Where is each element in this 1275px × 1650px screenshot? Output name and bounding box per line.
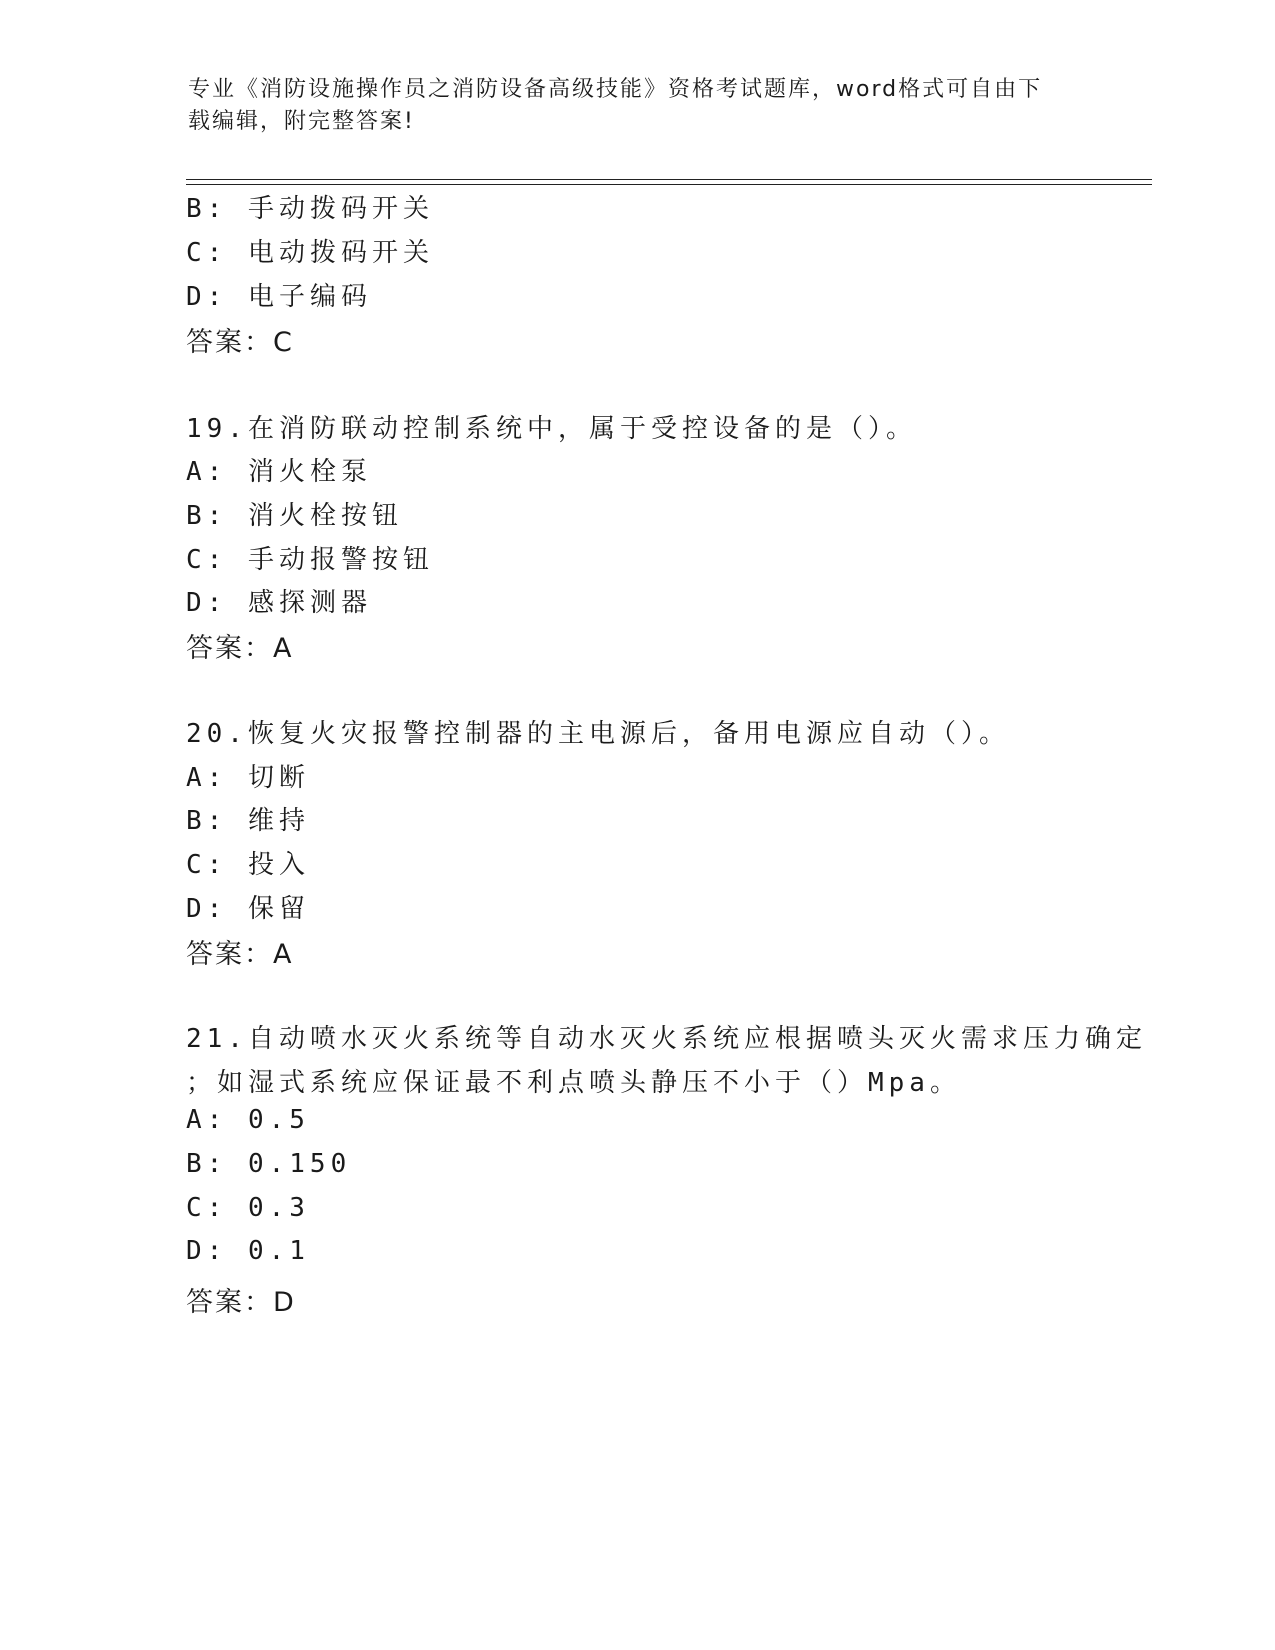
- q20-option-b: B: 维持: [186, 806, 310, 836]
- q20-question: 20.恢复火灾报警控制器的主电源后，备用电源应自动（）。: [186, 719, 1010, 749]
- header-divider-bottom: [186, 184, 1152, 185]
- q19-answer: 答案：A: [186, 633, 294, 664]
- q18-answer: 答案：C: [186, 327, 294, 358]
- header-line-2: 载编辑，附完整答案!: [188, 109, 415, 134]
- q21-question-line-2: ；如湿式系统应保证最不利点喷头静压不小于（）Mpa。: [186, 1068, 961, 1098]
- q19-option-d: D: 感探测器: [186, 588, 372, 618]
- q20-option-d: D: 保留: [186, 894, 310, 924]
- q20-option-c: C: 投入: [186, 850, 310, 880]
- header-line-1: 专业《消防设施操作员之消防设备高级技能》资格考试题库，word格式可自由下: [188, 77, 1043, 102]
- q21-option-c: C: 0.3: [186, 1193, 310, 1223]
- q21-option-a: A: 0.5: [186, 1105, 310, 1135]
- q21-question-line-1: 21.自动喷水灭火系统等自动水灭火系统应根据喷头灭火需求压力确定: [186, 1024, 1147, 1054]
- q18-option-d: D: 电子编码: [186, 282, 372, 312]
- header-divider-top: [186, 179, 1152, 180]
- q20-answer: 答案：A: [186, 939, 294, 970]
- q19-option-b: B: 消火栓按钮: [186, 501, 403, 531]
- q19-question: 19.在消防联动控制系统中，属于受控设备的是（）。: [186, 414, 917, 444]
- q21-option-d: D: 0.1: [186, 1236, 310, 1266]
- q19-option-a: A: 消火栓泵: [186, 457, 372, 487]
- q20-option-a: A: 切断: [186, 763, 310, 793]
- q19-option-c: C: 手动报警按钮: [186, 545, 434, 575]
- q18-option-b: B: 手动拨码开关: [186, 194, 434, 224]
- q18-option-c: C: 电动拨码开关: [186, 238, 434, 268]
- q21-option-b: B: 0.150: [186, 1149, 352, 1179]
- document-header: [188, 74, 1068, 138]
- q21-answer: 答案：D: [186, 1287, 296, 1318]
